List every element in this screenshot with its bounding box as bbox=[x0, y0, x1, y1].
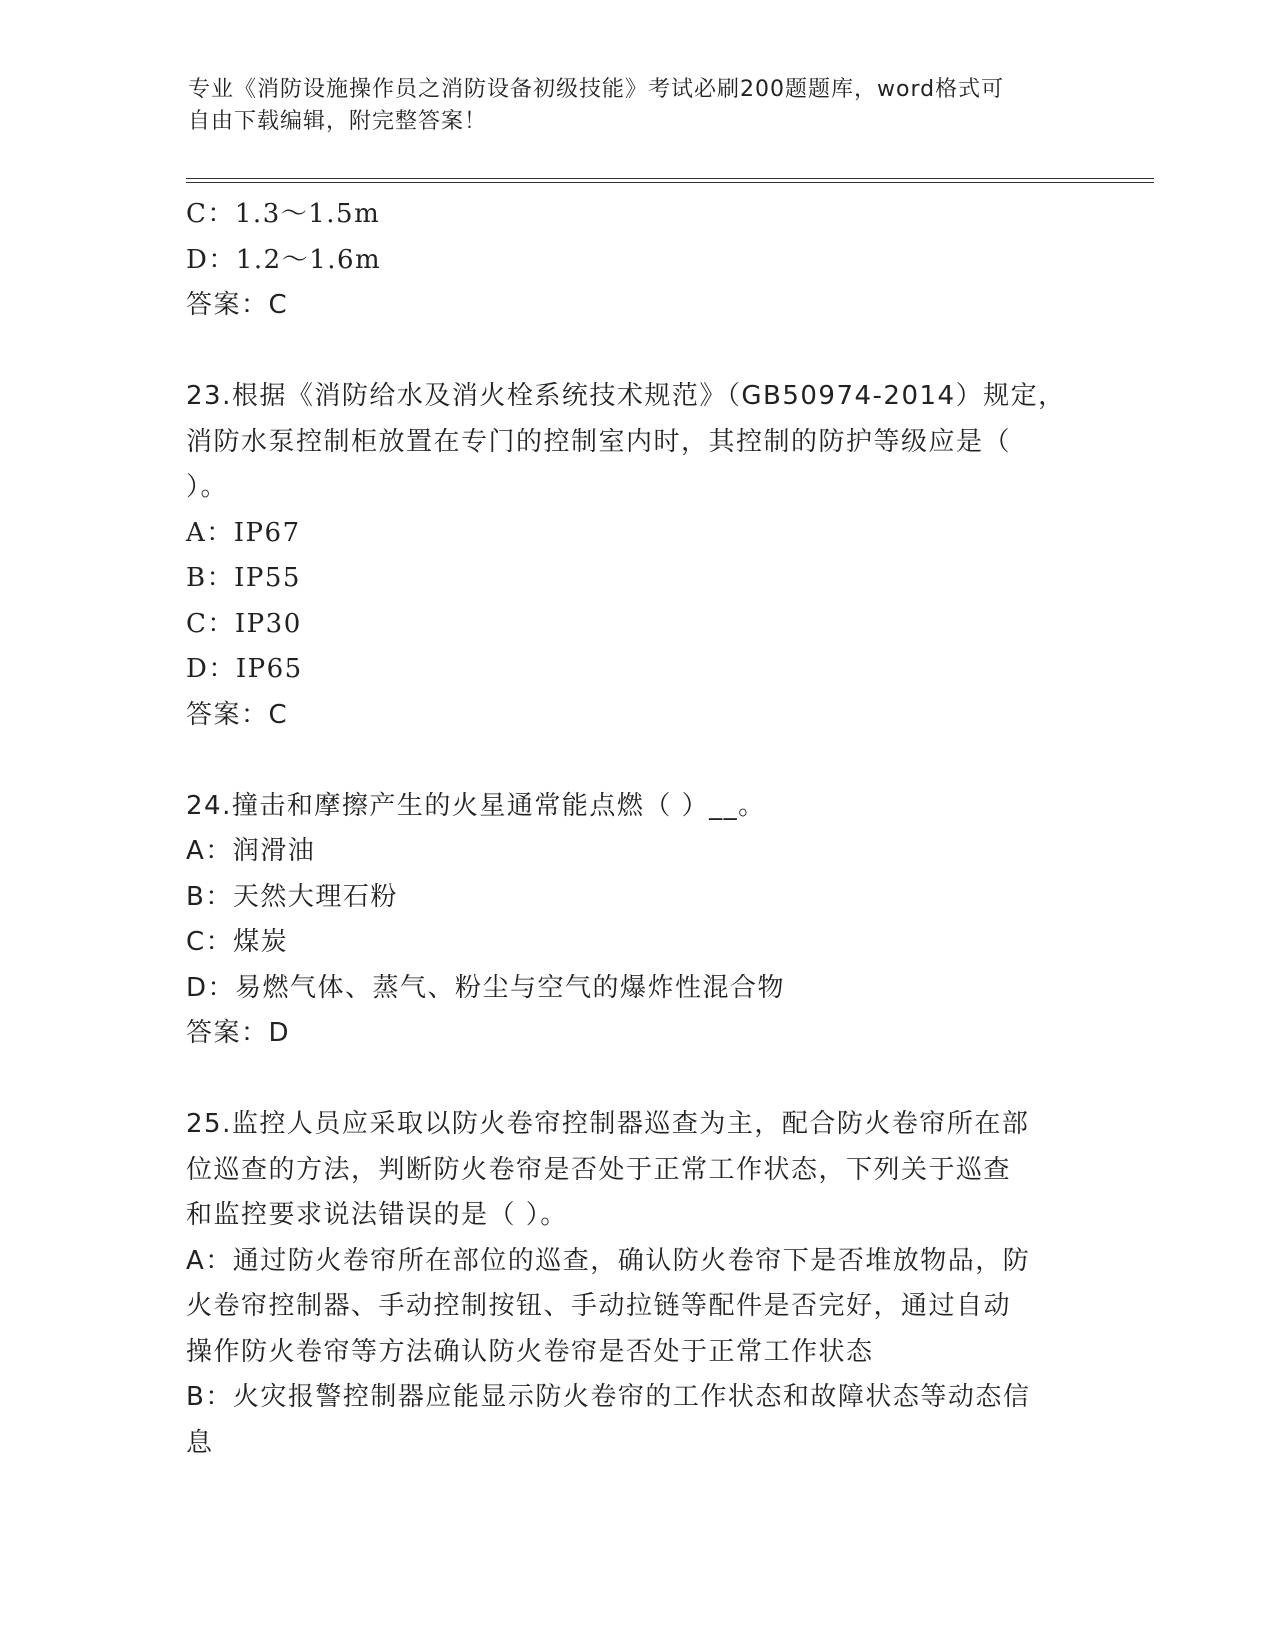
page-header bbox=[188, 74, 1068, 138]
option-c: C：IP30 bbox=[186, 608, 302, 639]
question-stem-line: ）。 bbox=[186, 472, 229, 502]
option-d: D：1.2～1.6m bbox=[186, 244, 382, 275]
option-c: C：煤炭 bbox=[186, 927, 289, 957]
option-a: A：润滑油 bbox=[186, 836, 316, 866]
header-double-rule bbox=[186, 178, 1154, 183]
option-b-line: B：火灾报警控制器应能显示防火卷帘的工作状态和故障状态等动态信 bbox=[186, 1382, 1031, 1412]
spacer bbox=[186, 738, 1086, 784]
option-d: D：IP65 bbox=[186, 654, 303, 684]
option-b: B：天然大理石粉 bbox=[186, 881, 398, 912]
question-stem-line: 消防水泵控制柜放置在专门的控制室内时，其控制的防护等级应是（ bbox=[186, 426, 1012, 457]
option-a: A：IP67 bbox=[186, 517, 301, 548]
option-b: B：IP55 bbox=[186, 563, 301, 593]
question-stem-line: 25.监控人员应采取以防火卷帘控制器巡查为主，配合防火卷帘所在部 bbox=[186, 1109, 1030, 1139]
question-24 bbox=[186, 784, 1086, 1057]
spacer bbox=[186, 1057, 1086, 1103]
option-a-line: 操作防火卷帘等方法确认防火卷帘是否处于正常工作状态 bbox=[186, 1336, 874, 1367]
answer-line: 答案：C bbox=[186, 290, 289, 320]
question-stem-line: 24.撞击和摩擦产生的火星通常能点燃（ ）__。 bbox=[186, 790, 766, 821]
question-23 bbox=[186, 374, 1086, 738]
question-stem-line: 位巡查的方法，判断防火卷帘是否处于正常工作状态，下列关于巡查 bbox=[186, 1154, 1012, 1185]
question-22-tail bbox=[186, 192, 1086, 329]
option-c: C：1.3～1.5m bbox=[186, 199, 381, 229]
option-d: D：易燃气体、蒸气、粉尘与空气的爆炸性混合物 bbox=[186, 972, 786, 1003]
option-a-line: A：通过防火卷帘所在部位的巡查，确认防火卷帘下是否堆放物品，防 bbox=[186, 1245, 1031, 1276]
question-stem-line: 23.根据《消防给水及消火栓系统技术规范》（GB50974-2014）规定， bbox=[186, 381, 1066, 411]
question-stem-line: 和监控要求说法错误的是（ ）。 bbox=[186, 1200, 568, 1230]
option-b-line: 息 bbox=[186, 1427, 214, 1458]
option-a-line: 火卷帘控制器、手动控制按钮、手动拉链等配件是否完好，通过自动 bbox=[186, 1291, 1012, 1321]
header-line-1: 专业《消防设施操作员之消防设备初级技能》考试必刷200题题库，word格式可 bbox=[188, 77, 1005, 102]
spacer bbox=[186, 329, 1086, 375]
answer-line: 答案：D bbox=[186, 1018, 291, 1048]
answer-line: 答案：C bbox=[186, 699, 289, 730]
document-body bbox=[186, 192, 1086, 1466]
header-line-2: 自由下载编辑，附完整答案！ bbox=[188, 109, 488, 134]
question-25 bbox=[186, 1102, 1086, 1466]
